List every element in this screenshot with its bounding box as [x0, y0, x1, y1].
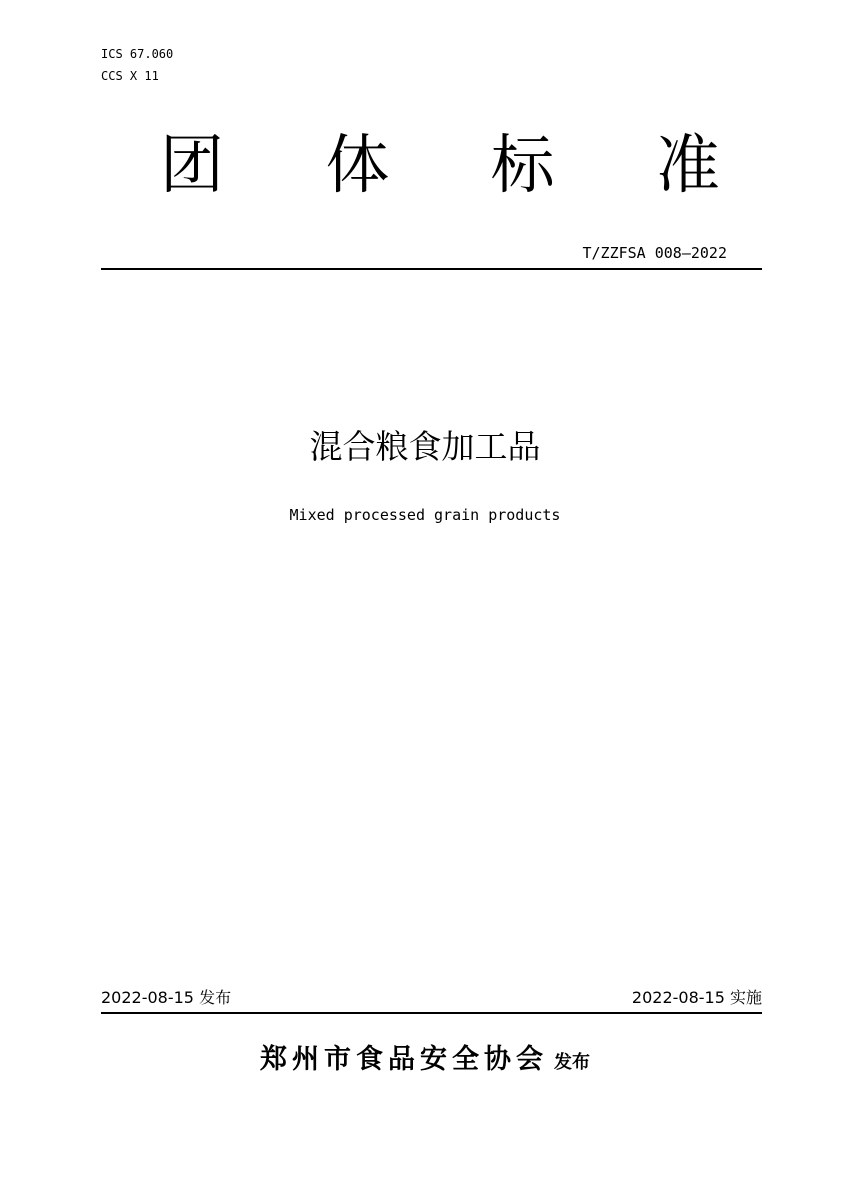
standard-title-english: Mixed processed grain products: [289, 506, 561, 524]
publisher-suffix: 发布: [554, 1052, 590, 1073]
publisher-name: 郑州市食品安全协会: [260, 1044, 548, 1075]
doc-type-char-3: 标: [490, 129, 555, 203]
standard-title-chinese: 混合粮食加工品: [309, 427, 541, 466]
doc-type-char-2: 体: [325, 129, 390, 203]
header-divider: [101, 268, 762, 270]
doc-type-char-1: 团: [160, 129, 224, 203]
ccs-code: CCS X 11: [101, 69, 159, 83]
footer-divider: [101, 1012, 762, 1014]
implementation-date: 2022-08-15 实施: [631, 988, 762, 1007]
issue-date: 2022-08-15 发布: [101, 988, 232, 1007]
classification-codes: [101, 43, 173, 87]
ics-code: ICS 67.060: [101, 47, 174, 61]
doc-type-char-4: 准: [655, 129, 720, 203]
publisher-line: [0, 1040, 850, 1083]
standard-number: T/ZZFSA 008—2022: [582, 244, 727, 262]
document-type-heading: [160, 124, 720, 208]
